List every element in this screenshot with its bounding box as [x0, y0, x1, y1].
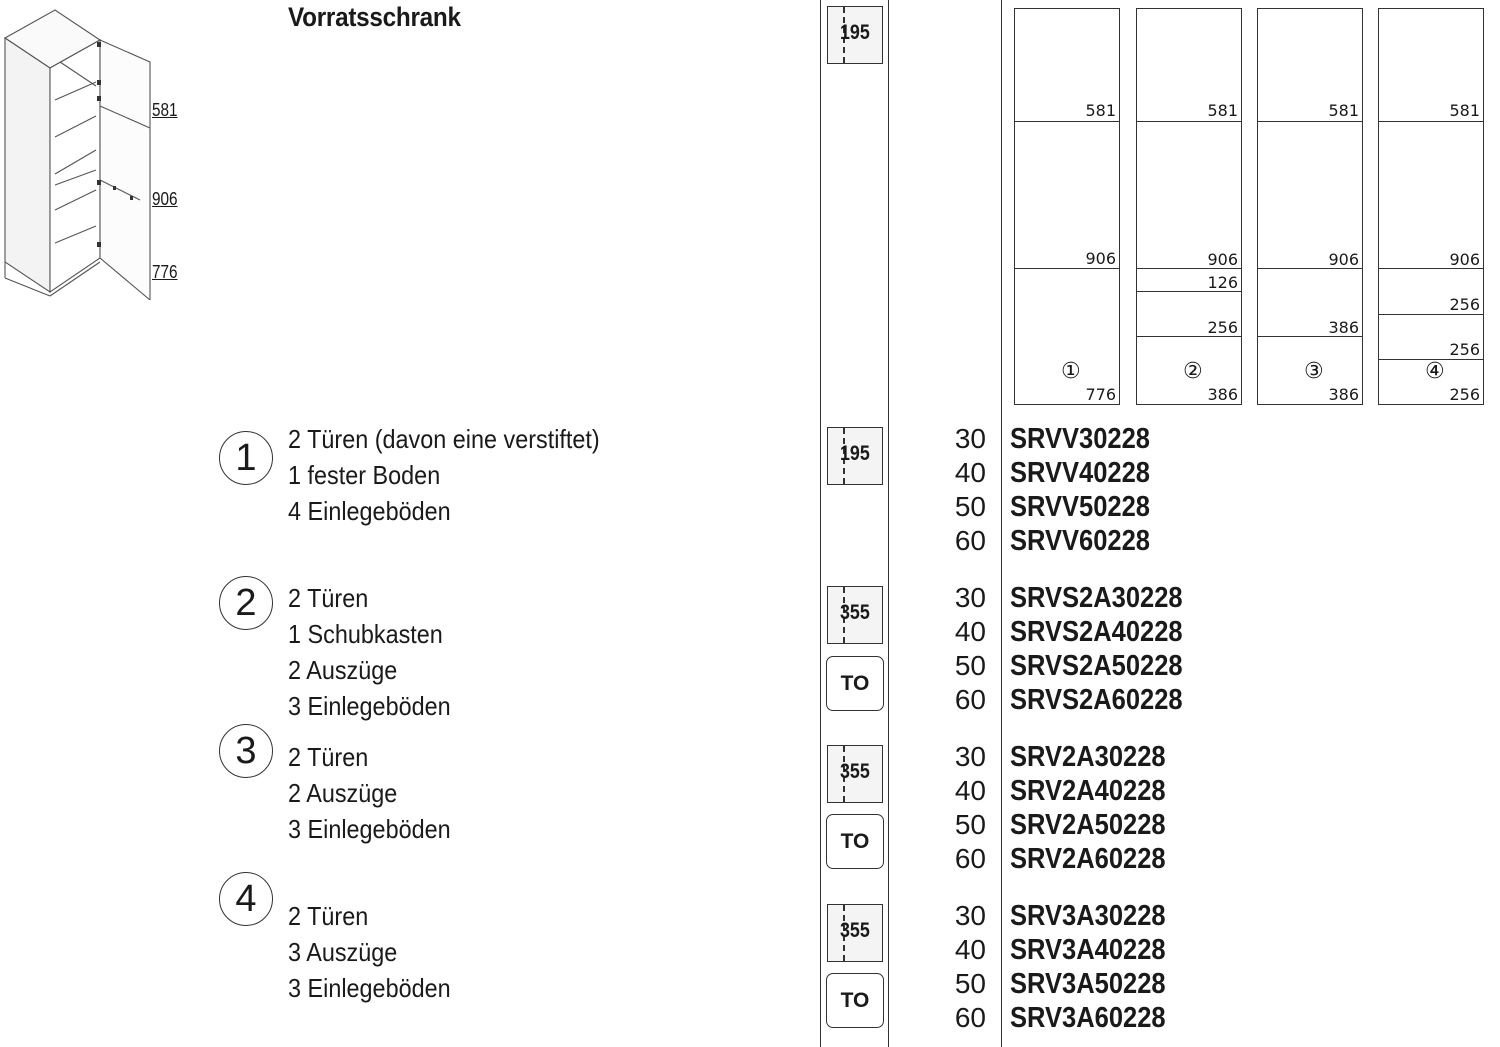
dim-label-581: 581	[152, 100, 178, 120]
to-badge: TO	[826, 973, 884, 1028]
width-badge	[827, 904, 883, 962]
width-badge	[827, 745, 883, 803]
article-code: SRVS2A40228	[1010, 616, 1183, 648]
feature-item: 2 Türen (davon eine verstiftet)	[288, 424, 600, 454]
article-code: SRV3A30228	[1010, 900, 1166, 932]
article-code: SRV2A30228	[1010, 741, 1166, 773]
elev-label: 386	[1207, 385, 1238, 404]
elev-label: 256	[1449, 295, 1480, 314]
column-divider	[820, 0, 821, 1047]
elev-label: 581	[1085, 101, 1116, 120]
article-code: SRV2A40228	[1010, 775, 1166, 807]
dim-label-776: 776	[152, 262, 178, 282]
article-code: SRV2A60228	[1010, 843, 1166, 875]
size-list: 30 40 50 60	[954, 741, 986, 874]
feature-item: 3 Auszüge	[288, 937, 398, 967]
elevation-2	[1136, 8, 1242, 405]
elev-number: ③	[1304, 359, 1324, 384]
badge-value: 355	[840, 760, 870, 783]
width-badge	[827, 586, 883, 644]
elev-label: 256	[1449, 340, 1480, 359]
elev-label: 256	[1207, 318, 1238, 337]
column-divider	[1001, 0, 1002, 1047]
article-codes	[1010, 740, 1166, 876]
elev-number: ④	[1425, 359, 1445, 384]
variant-number: 4	[219, 872, 273, 926]
article-code: SRVV50228	[1010, 491, 1151, 523]
article-code: SRV2A50228	[1010, 809, 1166, 841]
to-badge: TO	[826, 656, 884, 711]
size-list: 30 40 50 60	[954, 423, 986, 556]
badge-value: 195	[840, 442, 870, 465]
elev-label: 386	[1328, 385, 1359, 404]
feature-item: 2 Türen	[288, 742, 369, 772]
article-code: SRV3A40228	[1010, 934, 1166, 966]
article-code: SRVV40228	[1010, 457, 1151, 489]
badge-value: 195	[840, 21, 870, 44]
feature-item: 2 Türen	[288, 901, 369, 931]
width-badge	[827, 427, 883, 485]
article-code: SRVS2A50228	[1010, 650, 1183, 682]
elev-label: 581	[1207, 101, 1238, 120]
elev-label: 906	[1207, 250, 1238, 269]
variant-number: 3	[219, 724, 273, 778]
size-list: 30 40 50 60	[954, 900, 986, 1033]
elev-label: 581	[1328, 101, 1359, 120]
elev-label: 776	[1085, 385, 1116, 404]
feature-item: 3 Einlegeböden	[288, 973, 451, 1003]
badge-value: 355	[840, 601, 870, 624]
feature-item: 2 Auszüge	[288, 655, 398, 685]
to-badge: TO	[826, 814, 884, 869]
elev-label: 906	[1449, 250, 1480, 269]
elev-number: ②	[1183, 359, 1203, 384]
cabinet-drawing	[0, 0, 190, 300]
article-codes	[1010, 581, 1183, 717]
feature-item: 1 Schubkasten	[288, 619, 443, 649]
article-code: SRV3A50228	[1010, 968, 1166, 1000]
elev-label: 906	[1328, 250, 1359, 269]
elevation-1	[1014, 8, 1120, 405]
variant-number: 2	[219, 576, 273, 630]
article-code: SRVV30228	[1010, 423, 1151, 455]
variant-features	[288, 739, 451, 847]
size-list: 30 40 50 60	[954, 582, 986, 715]
article-code: SRVV60228	[1010, 525, 1151, 557]
variant-features	[288, 421, 600, 529]
variant-features	[288, 898, 451, 1006]
badge-value: 355	[840, 919, 870, 942]
dim-label-906: 906	[152, 189, 178, 209]
feature-item: 1 fester Boden	[288, 460, 441, 490]
article-code: SRVS2A30228	[1010, 582, 1183, 614]
elev-label: 906	[1085, 249, 1116, 268]
elev-label: 256	[1449, 385, 1480, 404]
article-codes	[1010, 899, 1166, 1035]
variant-features	[288, 580, 451, 724]
article-codes	[1010, 422, 1150, 558]
article-code: SRVS2A60228	[1010, 684, 1183, 716]
elevation-4	[1378, 8, 1484, 405]
variant-number: 1	[219, 431, 273, 485]
page-title: Vorratsschrank	[288, 2, 461, 32]
feature-item: 4 Einlegeböden	[288, 496, 451, 526]
elev-label: 581	[1449, 101, 1480, 120]
article-code: SRV3A60228	[1010, 1002, 1166, 1034]
elev-label: 126	[1207, 273, 1238, 292]
width-badge	[827, 6, 883, 64]
feature-item: 3 Einlegeböden	[288, 814, 451, 844]
feature-item: 2 Türen	[288, 583, 369, 613]
elevation-3	[1257, 8, 1363, 405]
column-divider	[888, 0, 889, 1047]
feature-item: 2 Auszüge	[288, 778, 398, 808]
elev-label: 386	[1328, 318, 1359, 337]
feature-item: 3 Einlegeböden	[288, 691, 451, 721]
elev-number: ①	[1061, 359, 1081, 384]
